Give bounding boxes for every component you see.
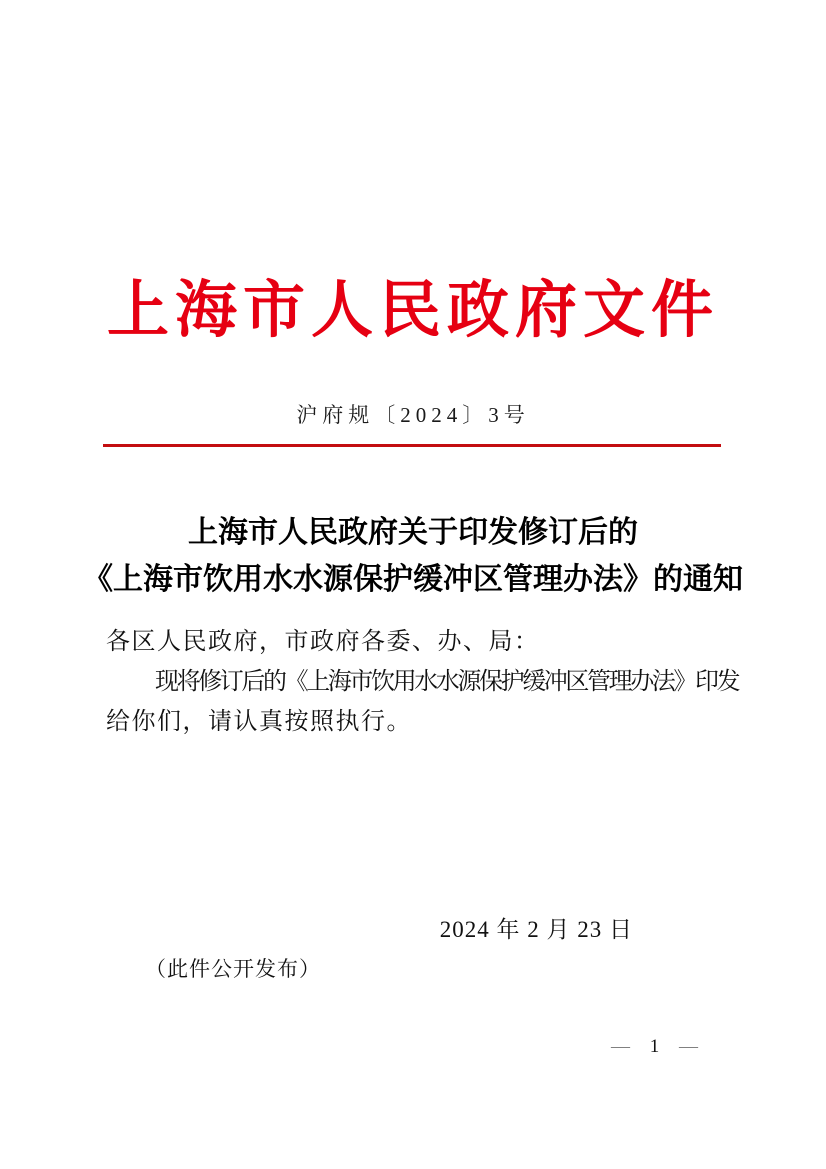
body-paragraph-line: 现将修订后的《上海市饮用水水源保护缓冲区管理办法》印发 bbox=[155, 669, 739, 695]
letterhead-org-title: 上海市人民政府文件 bbox=[106, 277, 719, 345]
document-number: 沪府规〔2024〕3号 bbox=[296, 403, 530, 427]
body-text bbox=[106, 622, 739, 742]
document-date: 2024 年 2 月 23 日 bbox=[439, 917, 633, 942]
publish-note: （此件公开发布） bbox=[145, 957, 321, 981]
page-number-dash-left: — bbox=[611, 1036, 630, 1057]
notice-title-line1: 上海市人民政府关于印发修订后的 bbox=[188, 516, 638, 549]
red-divider-line bbox=[103, 444, 721, 447]
notice-title-line2: 《上海市饮用水水源保护缓冲区管理办法》的通知 bbox=[83, 563, 743, 596]
notice-title bbox=[0, 509, 826, 603]
page-number-value: 1 bbox=[649, 1036, 660, 1057]
salutation-line: 各区人民政府，市政府各委、办、局： bbox=[106, 629, 540, 655]
page-number-dash-right: — bbox=[679, 1036, 698, 1057]
body-paragraph-line: 给你们，请认真按照执行。 bbox=[106, 709, 412, 735]
page-number bbox=[611, 1036, 698, 1058]
